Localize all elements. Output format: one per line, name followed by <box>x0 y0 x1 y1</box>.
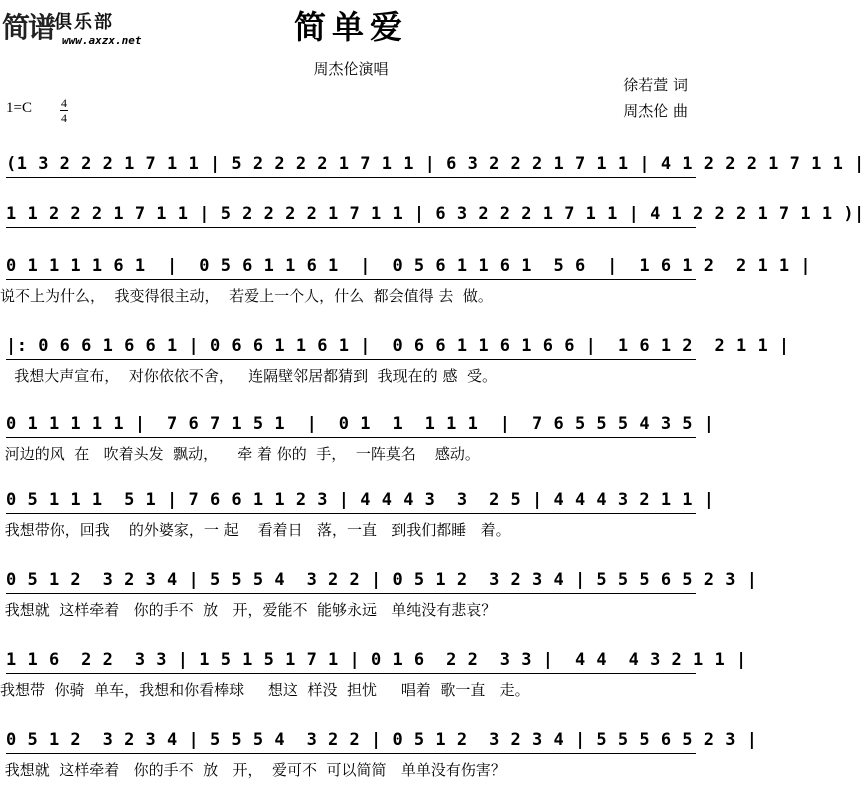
notation-line: 0 1 1 1 1 1 | 7 6 7 1 5 1 | 0 1 1 1 1 1 | 7 6 5 5 5 4 3 5 | <box>6 414 715 434</box>
time-top: 4 <box>61 96 67 110</box>
lyric-line: 河边的风 在 吹着头发 飘动， 牵 着 你的 手， 一阵莫名 感动。 <box>0 445 480 463</box>
notation-line: 0 5 1 1 1 5 1 | 7 6 6 1 1 2 3 | 4 4 4 3 3 2 5 | 4 4 4 3 2 1 1 | <box>6 490 715 510</box>
lyric-line: 我想就 这样牵着 你的手不 放 开，爱能不 能够永远 单纯没有悲哀？ <box>0 601 497 619</box>
notation-line: 0 5 1 2 3 2 3 4 | 5 5 5 4 3 2 2 | 0 5 1 2 3 2 3 4 | 5 5 5 6 5 2 3 | <box>6 730 758 750</box>
notation-line: 1 1 2 2 2 1 7 1 1 | 5 2 2 2 2 1 7 1 1 | 6 3 2 2 2 1 7 1 1 | 4 1 2 2 2 1 7 1 1 )| <box>6 204 865 224</box>
notation-line: (1 3 2 2 2 1 7 1 1 | 5 2 2 2 2 1 7 1 1 | 6 3 2 2 2 1 7 1 1 | 4 1 2 2 2 1 7 1 1 | <box>6 154 865 174</box>
notation-line: 1 1 6 2 2 3 3 | 1 5 1 5 1 7 1 | 0 1 6 2 2 3 3 | 4 4 4 3 2 1 1 | <box>6 650 747 670</box>
key-signature: 1=C <box>6 100 32 116</box>
beam-line <box>6 227 696 228</box>
lyric-line: 我想带你，回我 的外婆家，一 起 看着日 落，一直 到我们都睡 着。 <box>0 521 511 539</box>
logo-url: www.axzx.net <box>62 34 142 47</box>
beam-line <box>6 437 696 438</box>
beam-line <box>6 359 696 360</box>
beam-line <box>6 593 696 594</box>
beam-line <box>6 753 696 754</box>
notation-line: |: 0 6 6 1 6 6 1 | 0 6 6 1 1 6 1 | 0 6 6 1 1 6 1 6 6 | 1 6 1 2 2 1 1 | <box>6 336 790 356</box>
song-title: 简单爱 <box>293 8 408 46</box>
notation-line: 0 1 1 1 1 6 1 | 0 5 6 1 1 6 1 | 0 5 6 1 1 6 1 5 6 | 1 6 1 2 2 1 1 | <box>6 256 812 276</box>
beam-line <box>6 673 696 674</box>
lyric-line: 我想就 这样牵着 你的手不 放 开， 爱可不 可以简简 单单没有伤害？ <box>0 761 506 779</box>
time-bottom: 4 <box>61 111 67 125</box>
lyric-line: 说不上为什么， 我变得很主动， 若爱上一个人，什么 都会值得 去 做。 <box>0 287 493 305</box>
beam-line <box>6 513 696 514</box>
lyricist: 徐若萱 词 <box>623 76 688 94</box>
logo-club: 俱乐部 <box>54 12 114 33</box>
logo-mark: 简谱 <box>2 11 55 44</box>
lyric-line: 我想大声宣布， 对你依依不舍， 连隔壁邻居都猜到 我现在的 感 受。 <box>0 367 497 385</box>
notation-line: 0 5 1 2 3 2 3 4 | 5 5 5 4 3 2 2 | 0 5 1 2 3 2 3 4 | 5 5 5 6 5 2 3 | <box>6 570 758 590</box>
composer: 周杰伦 曲 <box>623 102 688 120</box>
time-signature <box>60 96 68 125</box>
beam-line <box>6 177 696 178</box>
lyric-line: 我想带 你骑 单车，我想和你看棒球 想这 样没 担忧 唱着 歌一直 走。 <box>0 681 530 699</box>
beam-line <box>6 279 696 280</box>
singer: 周杰伦演唱 <box>313 60 389 78</box>
